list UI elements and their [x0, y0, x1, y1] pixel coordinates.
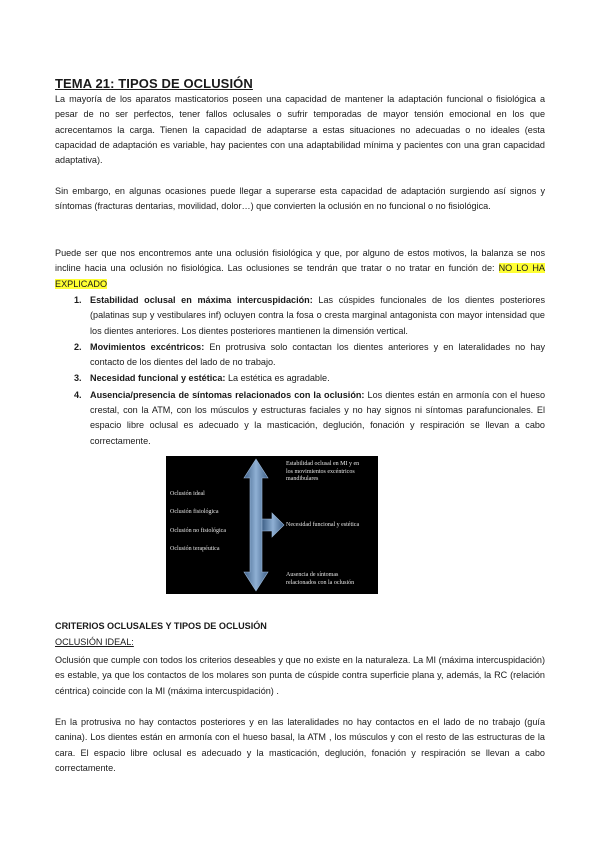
label-line: Estabilidad oclusal en MI y en [286, 461, 360, 467]
label-oclusion-fisiologica: Oclusión fisiológica [170, 509, 219, 515]
list-number: 3. [74, 373, 82, 384]
label-ausencia [286, 572, 354, 587]
label-estabilidad [286, 461, 359, 484]
paragraph-3-text: Puede ser que nos encontremos ante una oclusión fisiológica y que, por alguno de estos motivos, la balanza se nos incline hacia una oclusión no fisiológica. Las oclusiones se tendrán que tratar o no tratar en función de: [55, 248, 545, 274]
list-number: 4. [74, 389, 82, 400]
label-line: los movimientos excéntricos [286, 468, 355, 475]
list-item [55, 371, 545, 386]
occlusion-diagram [166, 456, 378, 594]
section-2-subtitle: OCLUSIÓN IDEAL: [55, 637, 134, 647]
paragraph-3 [55, 246, 545, 292]
list-number: 1. [74, 295, 82, 305]
section-2-title: CRITERIOS OCLUSALES Y TIPOS DE OCLUSIÓN [55, 621, 267, 631]
list-term: Ausencia/presencia de síntomas relacionados con la oclusión: [90, 389, 365, 400]
list-text: En protrusiva solo contactan los dientes anteriores y en lateralidades no hay contacto de los dientes del lado de no trabajo. [90, 341, 545, 368]
paragraph-2: Sin embargo, en algunas ocasiones puede llegar a superarse esta capacidad de adaptación surgiendo así signos y síntomas (fracturas dentarias, movilidad, dolor…) que convierten la oclusión en no funcional o no fisiológica. [55, 186, 545, 212]
intro-paragraph: La mayoría de los aparatos masticatorios poseen una capacidad de mantener la adaptación funcional o fisiológica a pesar de no ser perfectos, tener fallos oclusales o sufrir temporadas de mayor tensión emocional en los que acrecentamos la carga. Tienen la capacidad de adaptarse a estas situaciones no adecuadas o no ideales (esta capacidad de adaptación es variable, hay pacientes con una adaptabilidad mínima y pacientes con una gran capacidad adaptativa). [55, 94, 545, 166]
label-line: mandibulares [286, 476, 319, 482]
label-oclusion-terapeutica: Oclusión terapéutica [170, 546, 220, 552]
right-arrow [262, 513, 284, 537]
list-item [55, 340, 545, 371]
label-oclusion-no-fisiologica: Oclusión no fisiológica [170, 528, 226, 534]
list-number: 2. [74, 341, 82, 352]
list-item [55, 293, 545, 339]
list-text: La estética es agradable. [225, 373, 330, 384]
page-title: TEMA 21: TIPOS DE OCLUSIÓN [55, 76, 253, 91]
section-2-paragraph-1: Oclusión que cumple con todos los criterios deseables y que no existe en la naturaleza. La MI (máxima intercuspidación) es estable, ya que los contactos de los molares son punta de cúspide contra superficie plana y, además, la RC (relación céntrica) coincide con la MI (máxima intercuspidación) . [55, 655, 545, 696]
criteria-list [55, 293, 545, 450]
label-line: Ausencia de síntomas [286, 572, 339, 578]
list-term: Estabilidad oclusal en máxima intercuspidación: [90, 295, 313, 305]
label-line: relacionados con la oclusión [286, 579, 355, 586]
section-2-paragraph-2: En la protrusiva no hay contactos posteriores y en las lateralidades no hay contactos en el lado de no trabajo (guía canina). Los dientes están en armonía con el hueso basal, la ATM , los músculos y con el resto de las estructuras de la cara. El espacio libre oclusal es adecuado y la masticación, deglución, fonación y respiración se llevan a cabo correctamente. [55, 717, 545, 773]
label-necesidad: Necesidad funcional y estética [286, 522, 360, 528]
label-oclusion-ideal: Oclusión ideal [170, 491, 205, 497]
list-text: Las cúspides funcionales de los dientes posteriores (palatinas sup y vestibulares inf) ocluyen contra la fosa o cresta marginal antagonista con mayor intensidad que los dientes anteriores. Los dientes posteriores mantienen la dimensión vertical. [90, 295, 545, 336]
list-text: Los dientes están en armonía con el hueso crestal, con la ATM, con los músculos y estructuras faciales y no hay signos ni síntomas parafuncionales. El espacio libre oclusal es adecuado y la masticación, deglución, fonación y respiración se llevan a cabo correctamente. [90, 389, 546, 446]
list-term: Movimientos excéntricos: [90, 341, 205, 352]
list-item [55, 388, 545, 449]
list-term: Necesidad funcional y estética: [90, 373, 226, 384]
highlight-note: NO LO HA EXPLICADO [55, 263, 545, 289]
